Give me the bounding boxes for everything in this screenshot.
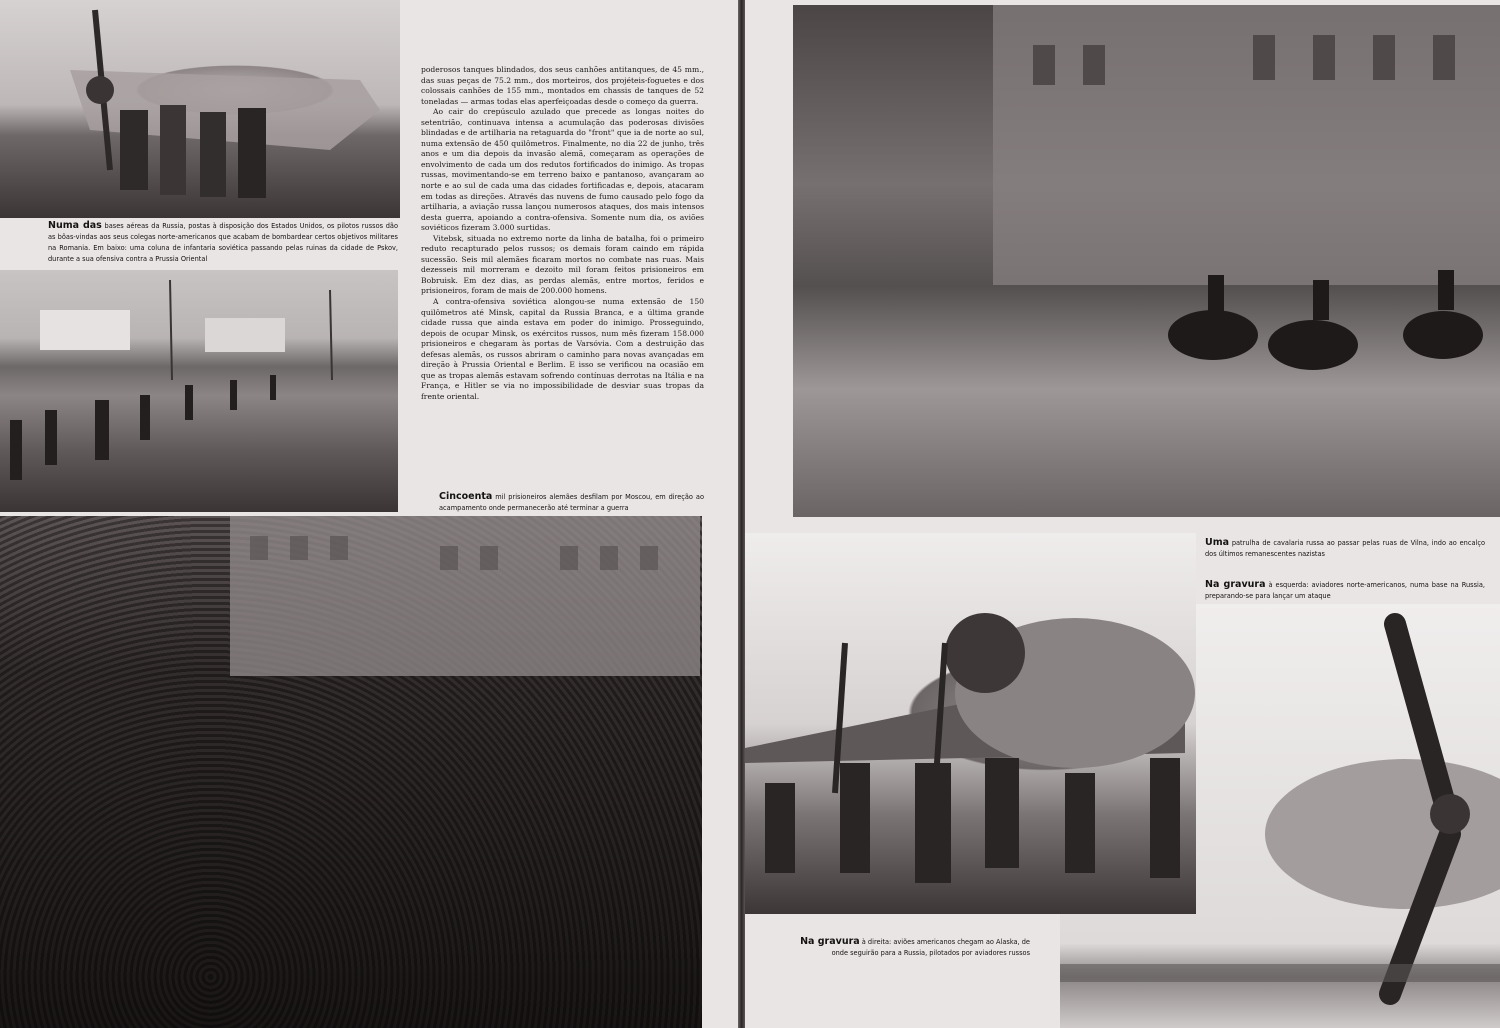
caption-cavalry [1205, 537, 1485, 560]
article-paragraph: Ao cair do crepúsculo azulado que precede as longas noites do setentrião, continuava intensa a acumulação das poderosas divisões blindadas e de artilharia na retaguarda do "front" que ia de norte ao sul, numa extensão de 450 quilômetros. Finalmente, no dia 22 de junho, três anos e um dia depois da invasão alemã, começaram as operações de envolvimento de cada um dos redutos fortificados do inimigo. As tropas russas, movimentando-se em terreno baixo e pantanoso, avançaram ao norte e ao sul de cada uma das cidades fortificadas e, depois, atacaram em todas as direções. Através das nuvens de fumo causado pelo fogo da artilharia, a aviação russa lançou numerosos ataques, dos mais intensos desta guerra, apoiando a contra-ofensiva. Somente num dia, os aviões soviéticos fizeram 3.000 surtidas. [421, 107, 704, 233]
bomber-aircraft-icon [745, 533, 1196, 914]
photo-infantry-column [0, 270, 398, 512]
photo-prisoners-parade [0, 516, 702, 1028]
caption-text: à direita: aviões americanos chegam ao Alaska, de onde seguirão para a Russia, pilotados por aviadores russos [831, 938, 1030, 957]
caption-lead: Na gravura [1205, 579, 1266, 590]
photo-cavalry-patrol [793, 5, 1500, 517]
photo-fighter-plane [0, 0, 400, 218]
infantry-column-icon [0, 270, 398, 512]
article-paragraph: Vitebsk, situada no extremo norte da linha de batalha, foi o primeiro reduto recapturado pelos russos; os demais foram caindo em rápida sucessão. Seis mil alemães ficaram mortos no combate nas ruas. Mais dezesseis mil morreram e dezoito mil foram feitos prisioneiros em Bobruisk. Em dez dias, as perdas alemãs, entre mortos, feridos e prisioneiros, foram de mais de 200.000 homens. [421, 233, 704, 296]
page-spine [738, 0, 745, 1028]
prisoners-parade-icon [0, 516, 702, 1028]
caption-text: bases aéreas da Russia, postas à disposição dos Estados Unidos, os pilotos russos dão as bôas-vindas aos seus colegas norte-americanos que acabam de bombardear certos objetivos militares na Romania. Em baixo: uma coluna de infantaria soviética passando pelas ruinas da cidade de Pskov, durante a sua ofensiva contra a Prussia Oriental [48, 222, 398, 263]
caption-gravura-right [785, 936, 1030, 959]
caption-fighter [48, 220, 398, 265]
caption-lead: Uma [1205, 537, 1230, 548]
cavalry-patrol-icon [793, 5, 1500, 517]
caption-text: patrulha de cavalaria russa ao passar pelas ruas de Vilna, indo ao encalço dos últimos remanescentes nazistas [1205, 539, 1485, 558]
caption-text: à esquerda: aviadores norte-americanos, numa base na Russia, preparando-se para lançar um ataque [1205, 581, 1485, 600]
article-paragraph: A contra-ofensiva soviética alongou-se numa extensão de 150 quilômetros até Minsk, capital da Russia Branca, e a última grande cidade russa que ainda estava em poder do inimigo. Prosseguindo, depois de ocupar Minsk, os exércitos russos, num mês fizeram 158.000 prisioneiros e chegaram às portas de Varsóvia. Com a destruição das defesas alemãs, os russos abriram o caminho para novas avançadas em direção à Prussia Oriental e Berlim. E isso se verificou na ocasião em que as tropas alemãs estavam sofrendo contínuas derrotas na Itália e na França, e Hitler se via no impossibilidade de desviar suas tropas da frente oriental. [421, 297, 704, 401]
photo-bomber-aircraft [745, 533, 1196, 914]
right-page [745, 0, 1500, 1028]
article-body [421, 65, 704, 403]
caption-lead: Cincoenta [439, 491, 493, 502]
fighter-plane-icon [0, 0, 400, 218]
article-paragraph: poderosos tanques blindados, dos seus canhões antitanques, de 45 mm., das suas peças de 75.2 mm., dos morteiros, dos projéteis-foguetes e dos colossais canhões de 155 mm., montados em chassis de tanques de 52 toneladas — armas todas elas aperfeiçoadas desde o começo da guerra. [421, 65, 704, 106]
caption-gravura-left [1205, 579, 1485, 602]
caption-prisoners [439, 491, 704, 514]
caption-lead: Na gravura [800, 936, 860, 947]
caption-text: mil prisioneiros alemães desfilam por Moscou, em direção ao acampamento onde permanecerão até terminar a guerra [439, 493, 704, 512]
caption-lead: Numa das [48, 220, 102, 231]
left-page [0, 0, 738, 1028]
